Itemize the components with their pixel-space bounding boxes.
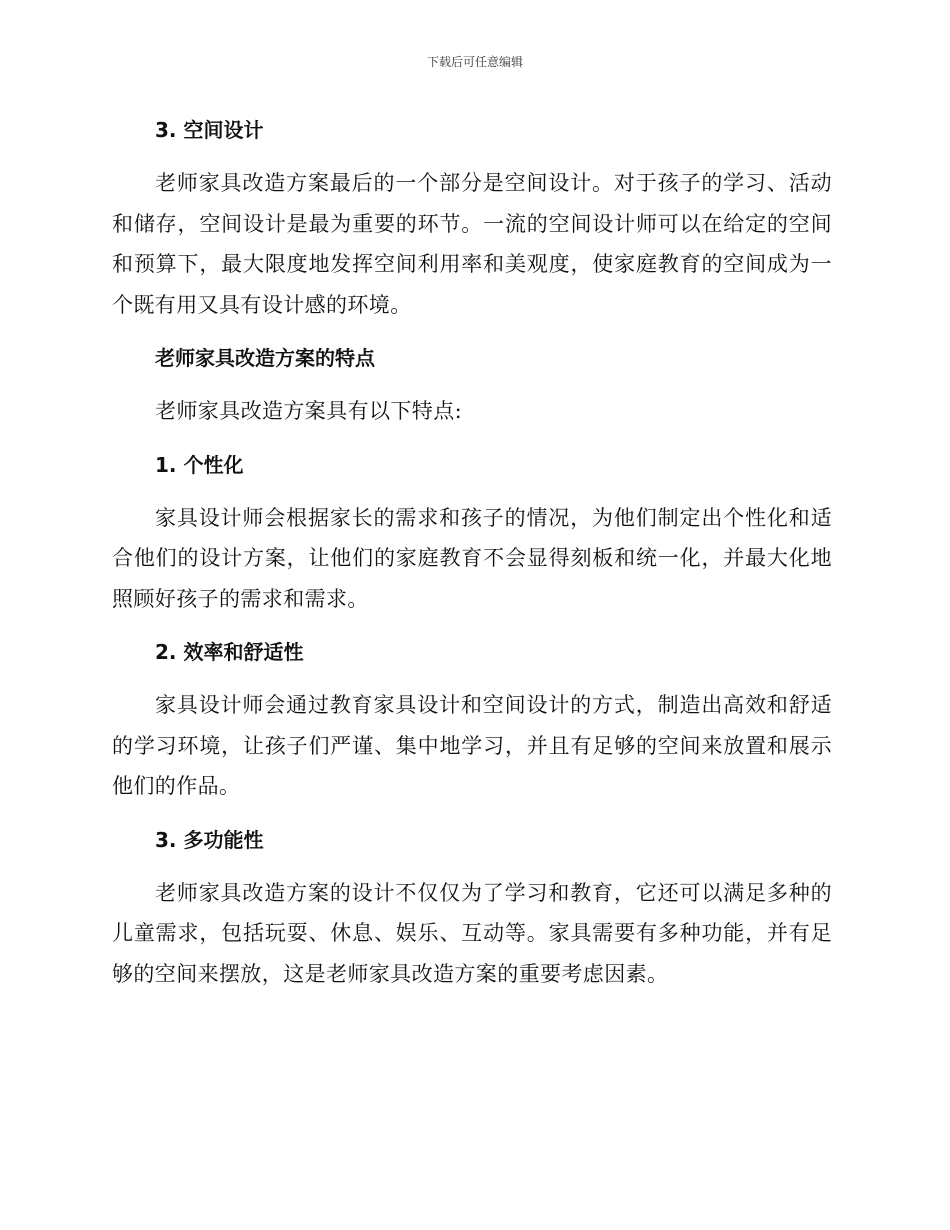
section-heading-space-design: 3. 空间设计 (155, 118, 264, 142)
feature-heading-efficiency: 2. 效率和舒适性 (155, 640, 304, 664)
paragraph-personalization: 家具设计师会根据家长的需求和孩子的情况，为他们制定出个性化和适合他们的设计方案，让他们的家庭教育不会显得刻板和统一化，并最大化地照顾好孩子的需求和需求。 (112, 505, 832, 611)
document-body (112, 110, 832, 994)
paragraph-features-intro: 老师家具改造方案具有以下特点: (155, 399, 463, 423)
feature-heading-personalization: 1. 个性化 (155, 452, 244, 477)
paragraph-multifunction: 老师家具改造方案的设计不仅仅为了学习和教育，它还可以满足多种的儿童需求，包括玩耍、休息、娱乐、互动等。家具需要有多种功能，并有足够的空间来摆放，这是老师家具改造方案的重要考虑因素。 (112, 880, 832, 986)
paragraph-space-design: 老师家具改造方案最后的一个部分是空间设计。对于孩子的学习、活动和储存，空间设计是最为重要的环节。一流的空间设计师可以在给定的空间和预算下，最大限度地发挥空间利用率和美观度，使家庭教育的空间成为一个既有用又具有设计感的环境。 (112, 171, 832, 317)
page-header: 下载后可任意编辑 (426, 55, 523, 69)
paragraph-efficiency: 家具设计师会通过教育家具设计和空间设计的方式，制造出高效和舒适的学习环境，让孩子们严谨、集中地学习，并且有足够的空间来放置和展示他们的作品。 (112, 693, 832, 798)
feature-heading-multifunction: 3. 多功能性 (155, 827, 264, 852)
section-heading-features: 老师家具改造方案的特点 (155, 346, 375, 370)
